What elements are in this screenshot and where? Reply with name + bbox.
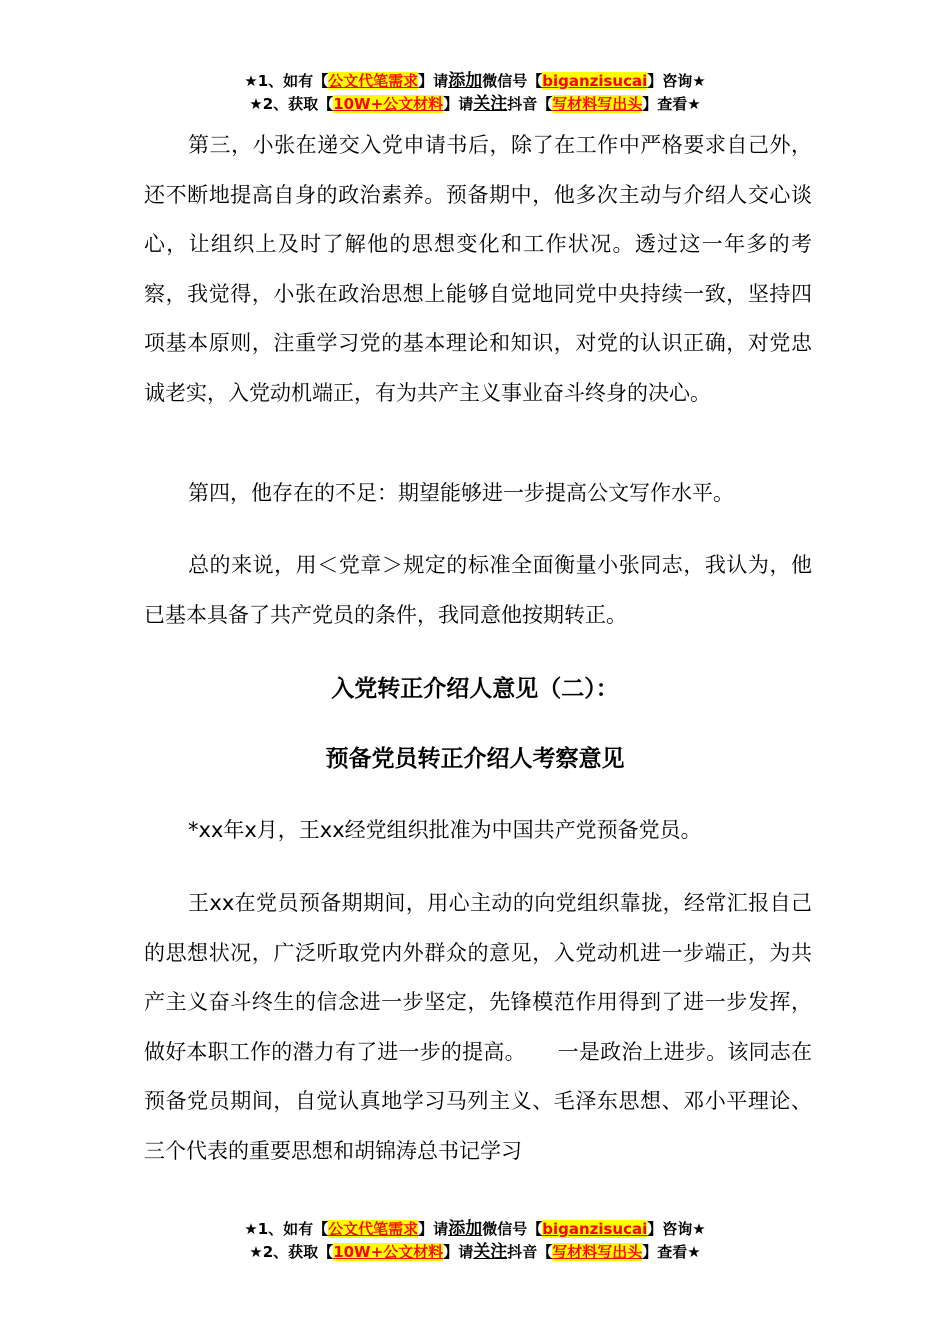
banner-emphasis: 关注 <box>473 1242 508 1262</box>
banner-text: ★1、如有【 <box>244 72 329 90</box>
banner-text: ★2、获取【 <box>249 1243 334 1261</box>
banner-text: 】请 <box>418 1220 449 1238</box>
banner-highlight: 10W+公文材料 <box>333 1243 444 1261</box>
banner-highlight-wechat-id: biganzisucai <box>542 1220 648 1238</box>
banner-highlight-wechat-id: biganzisucai <box>542 72 648 90</box>
banner-text: 】请 <box>443 1243 474 1261</box>
section-heading: 入党转正介绍人意见（二）： <box>331 676 619 702</box>
banner-highlight-douyin: 写材料写出头 <box>552 95 643 113</box>
banner-emphasis: 添加 <box>448 1219 483 1239</box>
paragraph-intro: *xx年x月，王xx经党组织批准为中国共产党预备党员。 <box>188 818 702 842</box>
paragraph-evaluation: 王xx在党员预备期期间，用心主动的向党组织靠拢，经常汇报自己的思想状况，广泛听取党内外群众的意见，入党动机进一步端正，为共产主义奋斗终生的信念进一步坚定，先锋模范作用得到了进一步发挥，做好本职工作的潜力有了进一步的提高。 一是政治上进步。该同志在预备党员期间，自觉认真地学习马列主义、毛泽东思想、邓小平理论、三个代表的重要思想和胡锦涛总书记学习 <box>144 891 812 1163</box>
paragraph-fourth-point: 第四，他存在的不足：期望能够进一步提高公文写作水平。 <box>188 481 734 505</box>
banner-text: 】查看★ <box>642 1243 701 1261</box>
banner-line-1 <box>0 1218 950 1241</box>
banner-text: 】请 <box>443 95 474 113</box>
banner-highlight: 公文代笔需求 <box>328 1220 419 1238</box>
banner-text: 抖音【 <box>507 95 553 113</box>
banner-text: 】咨询★ <box>647 1220 706 1238</box>
bottom-banner <box>0 1218 950 1264</box>
banner-text: ★1、如有【 <box>244 1220 329 1238</box>
banner-text: 微信号【 <box>482 72 543 90</box>
banner-line-2 <box>0 93 950 116</box>
banner-line-2 <box>0 1241 950 1264</box>
banner-highlight-douyin: 写材料写出头 <box>552 1243 643 1261</box>
paragraph-third-point: 第三，小张在递交入党申请书后，除了在工作中严格要求自己外，还不断地提高自身的政治素养。预备期中，他多次主动与介绍人交心谈心，让组织上及时了解他的思想变化和工作状况。透过这一年多的考察，我觉得，小张在政治思想上能够自觉地同党中央持续一致，坚持四项基本原则，注重学习党的基本理论和知识，对党的认识正确，对党忠诚老实，入党动机端正，有为共产主义事业奋斗终身的决心。 <box>144 133 812 405</box>
banner-text: 抖音【 <box>507 1243 553 1261</box>
banner-text: 】查看★ <box>642 95 701 113</box>
banner-text: 】咨询★ <box>647 72 706 90</box>
banner-highlight: 公文代笔需求 <box>328 72 419 90</box>
paragraph-summary: 总的来说，用＜党章＞规定的标准全面衡量小张同志，我认为，他已基本具备了共产党员的条件，我同意他按期转正。 <box>144 553 812 627</box>
banner-text: 微信号【 <box>482 1220 543 1238</box>
banner-highlight: 10W+公文材料 <box>333 95 444 113</box>
banner-emphasis: 添加 <box>448 71 483 91</box>
banner-emphasis: 关注 <box>473 94 508 114</box>
banner-line-1 <box>0 70 950 93</box>
banner-text: 】请 <box>418 72 449 90</box>
section-subheading: 预备党员转正介绍人考察意见 <box>325 746 625 772</box>
top-banner <box>0 70 950 116</box>
banner-text: ★2、获取【 <box>249 95 334 113</box>
